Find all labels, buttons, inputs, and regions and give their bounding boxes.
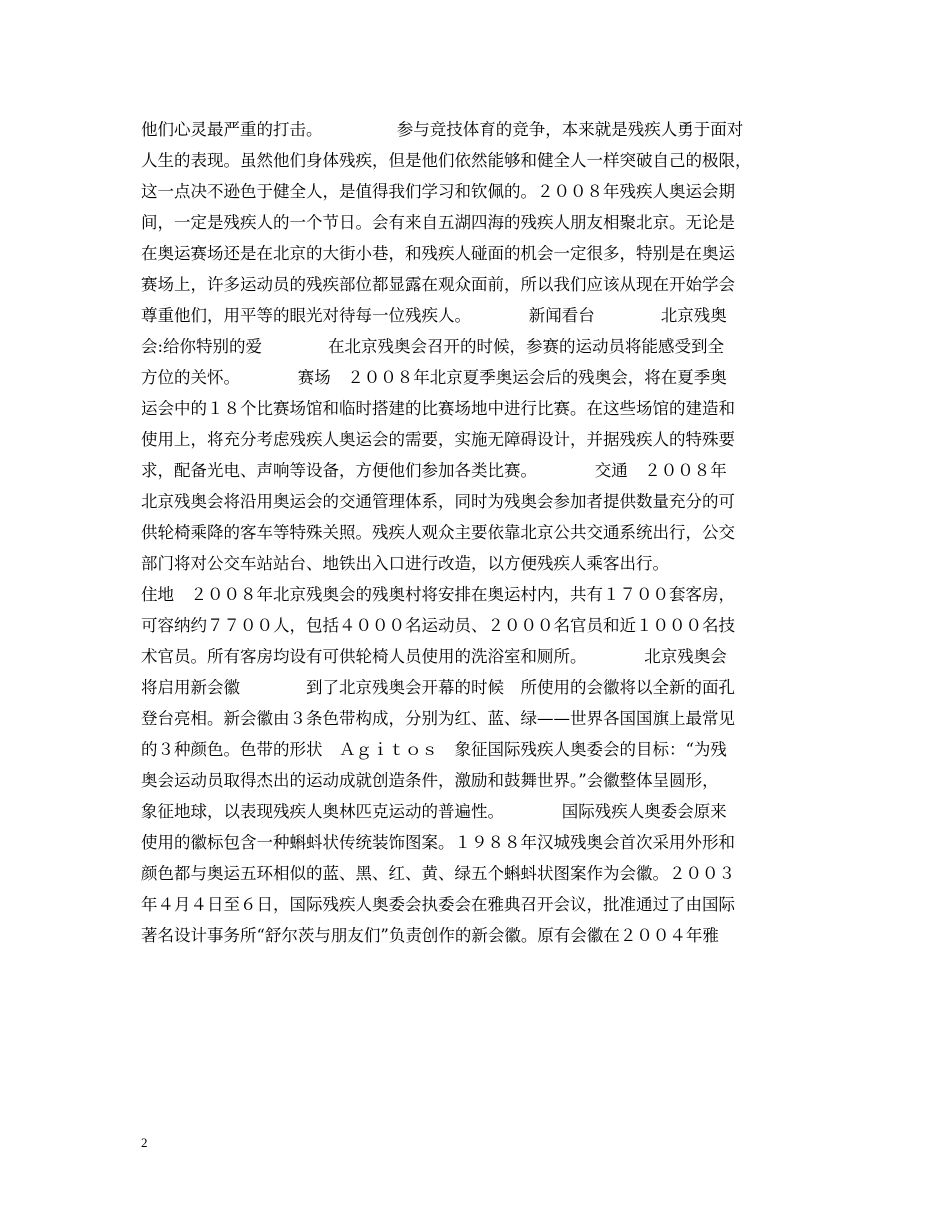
text-line: 象征地球，以表现残疾人奥林匹克运动的普遍性。 国际残疾人奥委会原来 — [141, 802, 727, 821]
page-number: 2 — [141, 1135, 148, 1150]
text-line: 术官员。所有客房均设有可供轮椅人员使用的洗浴室和厕所。 北京残奥会 — [141, 647, 727, 666]
body-text — [141, 114, 821, 951]
text-line: 间，一定是残疾人的一个节日。会有来自五湖四海的残疾人朋友相聚北京。无论是 — [141, 213, 735, 232]
text-line: 使用的徽标包含一种蝌蚪状传统装饰图案。１９８８年汉城残奥会首次采用外形和 — [141, 833, 735, 852]
text-line: 会:给你特别的爱 在北京残奥会召开的时候，参赛的运动员将能感受到全 — [141, 337, 725, 356]
text-line: 这一点决不逊色于健全人，是值得我们学习和钦佩的。２００８年残疾人奥运会期 — [141, 182, 735, 201]
text-line: 将启用新会徽 到了北京残奥会开幕的时候 所使用的会徽将以全新的面孔 — [141, 678, 735, 697]
text-line: 登台亮相。新会徽由３条色带构成，分别为红、蓝、绿——世界各国国旗上最常见 — [141, 709, 735, 728]
text-line: 赛场上，许多运动员的残疾部位都显露在观众面前，所以我们应该从现在开始学会 — [141, 275, 735, 294]
text-line: 颜色都与奥运五环相似的蓝、黑、红、黄、绿五个蝌蚪状图案作为会徽。２００３ — [141, 864, 735, 883]
text-line: 他们心灵最严重的打击。 参与竞技体育的竞争，本来就是残疾人勇于面对 — [141, 120, 744, 139]
text-line: 年４月４日至６日，国际残疾人奥委会执委会在雅典召开会议，批准通过了由国际 — [141, 895, 735, 914]
text-line: 方位的关怀。 赛场 ２００８年北京夏季奥运会后的残奥会，将在夏季奥 — [141, 368, 727, 387]
text-line: 供轮椅乘降的客车等特殊关照。残疾人观众主要依靠北京公共交通系统出行，公交 — [141, 523, 735, 542]
text-line: 住地 ２００８年北京残奥会的残奥村将安排在奥运村内，共有１７００套客房， — [141, 585, 735, 604]
text-line: 著名设计事务所“舒尔茨与朋友们”负责创作的新会徽。原有会徽在２００４年雅 — [141, 926, 719, 945]
text-line: 部门将对公交车站站台、地铁出入口进行改造，以方便残疾人乘客出行。 — [141, 554, 669, 573]
text-line: 在奥运赛场还是在北京的大街小巷，和残疾人碰面的机会一定很多，特别是在奥运 — [141, 244, 735, 263]
text-line: 使用上，将充分考虑残疾人奥运会的需要，实施无障碍设计，并据残疾人的特殊要 — [141, 430, 735, 449]
text-line: 求，配备光电、声响等设备，方便他们参加各类比赛。 交通 ２００８年 — [141, 461, 727, 480]
text-line: 尊重他们，用平等的眼光对待每一位残疾人。 新闻看台 北京残奥 — [141, 306, 727, 325]
text-line: 奥会运动员取得杰出的运动成就创造条件，激励和鼓舞世界。”会徽整体呈圆形， — [141, 771, 719, 790]
text-line: 可容纳约７７００人，包括４０００名运动员、２０００名官员和近１０００名技 — [141, 616, 735, 635]
text-line: 的３种颜色。色带的形状 Ａｇｉｔｏｓ 象征国际残疾人奥委会的目标：“为残 — [141, 740, 727, 759]
text-line: 人生的表现。虽然他们身体残疾，但是他们依然能够和健全人一样突破自己的极限， — [141, 151, 752, 170]
text-line: 北京残奥会将沿用奥运会的交通管理体系，同时为残奥会参加者提供数量充分的可 — [141, 492, 735, 511]
text-line: 运会中的１８个比赛场馆和临时搭建的比赛场地中进行比赛。在这些场馆的建造和 — [141, 399, 735, 418]
